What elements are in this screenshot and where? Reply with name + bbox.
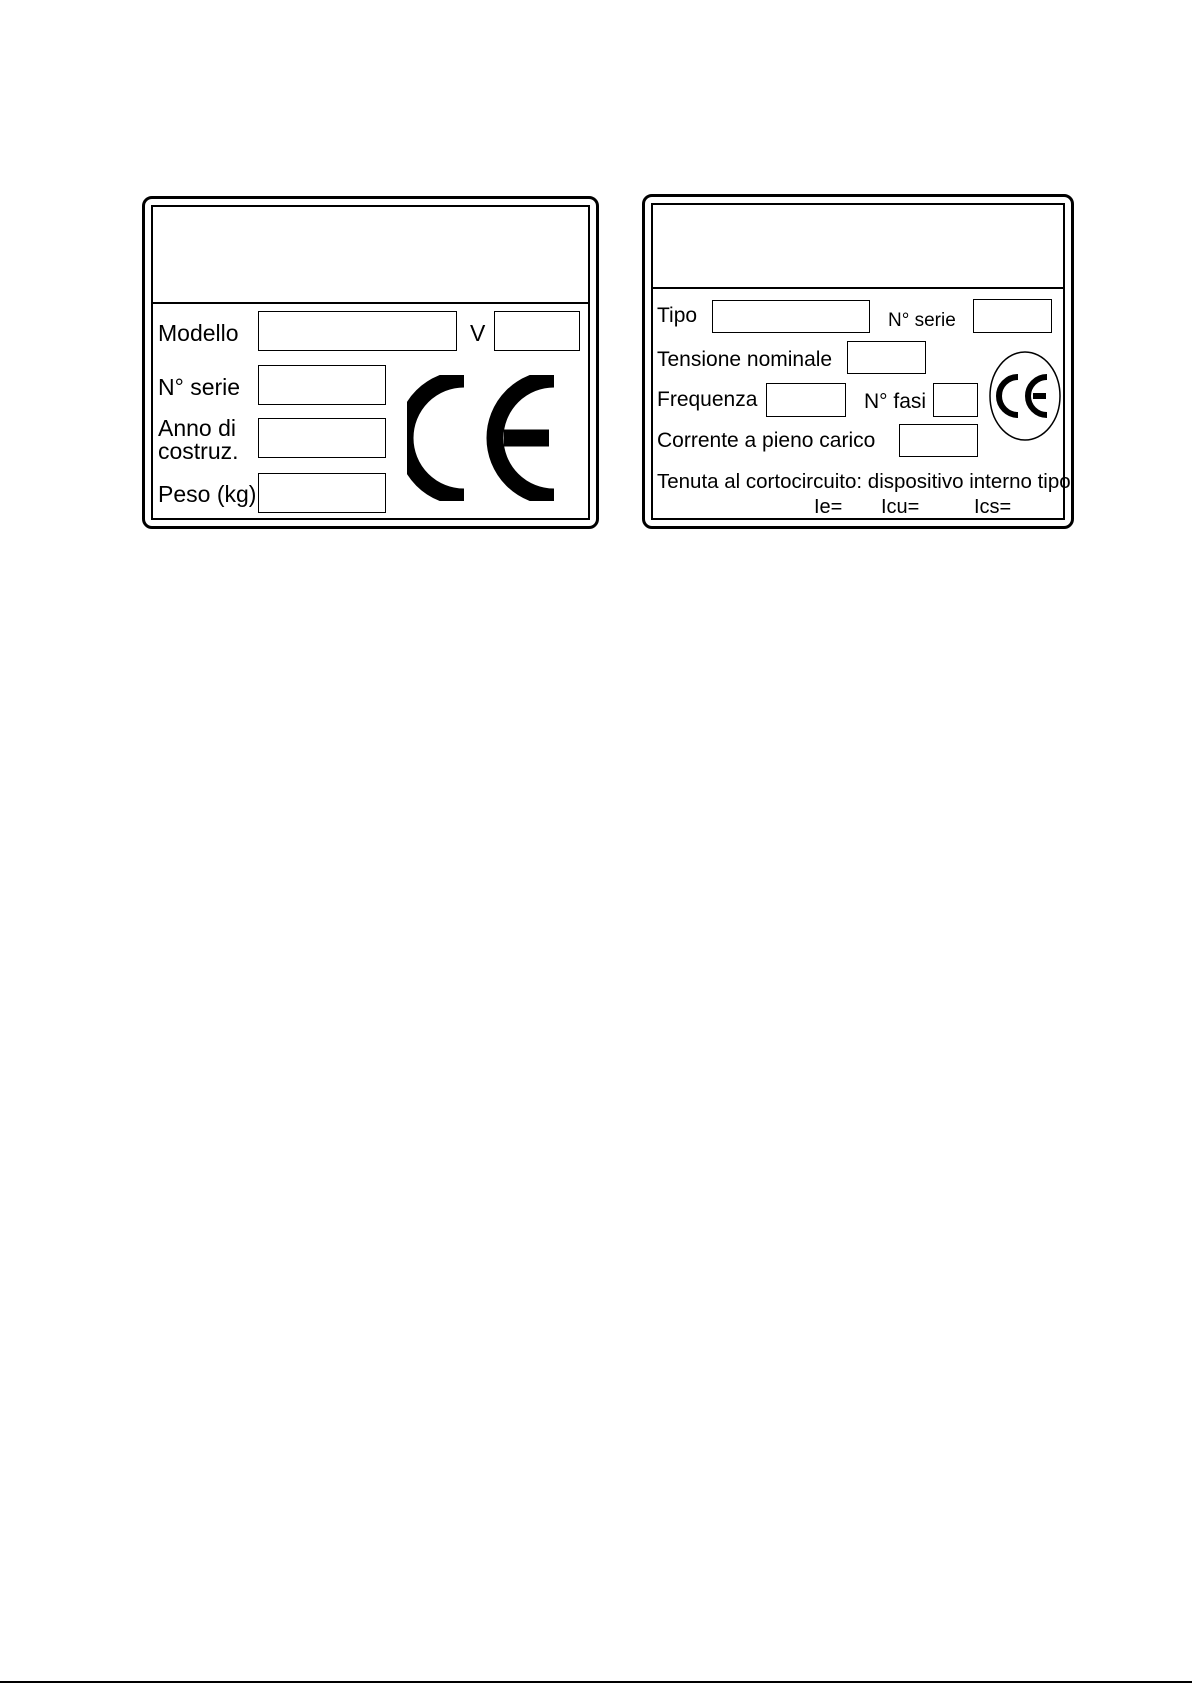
anno-field[interactable] bbox=[258, 418, 386, 458]
frequenza-label: Frequenza bbox=[657, 388, 758, 411]
anno-label-line1: Anno di bbox=[158, 415, 237, 441]
nameplate-left-header-divider bbox=[153, 302, 588, 304]
nameplate-right-header-divider bbox=[653, 287, 1063, 289]
ce-mark-circle-logo bbox=[988, 349, 1062, 443]
nameplate-right bbox=[642, 194, 1074, 529]
ics-label: Ics= bbox=[974, 496, 1012, 518]
peso-field[interactable] bbox=[258, 473, 386, 513]
corrente-label: Corrente a pieno carico bbox=[657, 429, 876, 452]
tensione-field[interactable] bbox=[847, 341, 926, 374]
serie-field-right[interactable] bbox=[973, 299, 1052, 333]
nameplate-right-frame bbox=[651, 203, 1071, 520]
nameplate-left-frame bbox=[151, 205, 590, 520]
page-bottom-rule bbox=[0, 1681, 1192, 1683]
ie-label: Ie= bbox=[814, 496, 843, 518]
tipo-field[interactable] bbox=[712, 300, 870, 333]
tenuta-label: Tenuta al cortocircuito: dispositivo interno tipo bbox=[657, 470, 1071, 493]
anno-label-line2: costruz. bbox=[158, 438, 239, 464]
v-label: V bbox=[470, 320, 486, 346]
nameplate-left bbox=[142, 196, 599, 529]
serie-field[interactable] bbox=[258, 365, 386, 405]
serie-label-right: N° serie bbox=[888, 310, 956, 331]
modello-field[interactable] bbox=[258, 311, 457, 351]
fasi-label: N° fasi bbox=[864, 390, 927, 413]
frequenza-field[interactable] bbox=[766, 383, 846, 417]
ce-mark-logo bbox=[407, 375, 561, 501]
icu-label: Icu= bbox=[881, 496, 920, 518]
v-field[interactable] bbox=[494, 311, 580, 351]
peso-label: Peso (kg) bbox=[158, 481, 257, 507]
modello-label: Modello bbox=[158, 320, 239, 346]
fasi-field[interactable] bbox=[933, 383, 978, 417]
serie-label: N° serie bbox=[158, 374, 241, 400]
corrente-field[interactable] bbox=[899, 424, 978, 457]
tensione-label: Tensione nominale bbox=[657, 348, 833, 371]
tipo-label: Tipo bbox=[657, 304, 698, 327]
